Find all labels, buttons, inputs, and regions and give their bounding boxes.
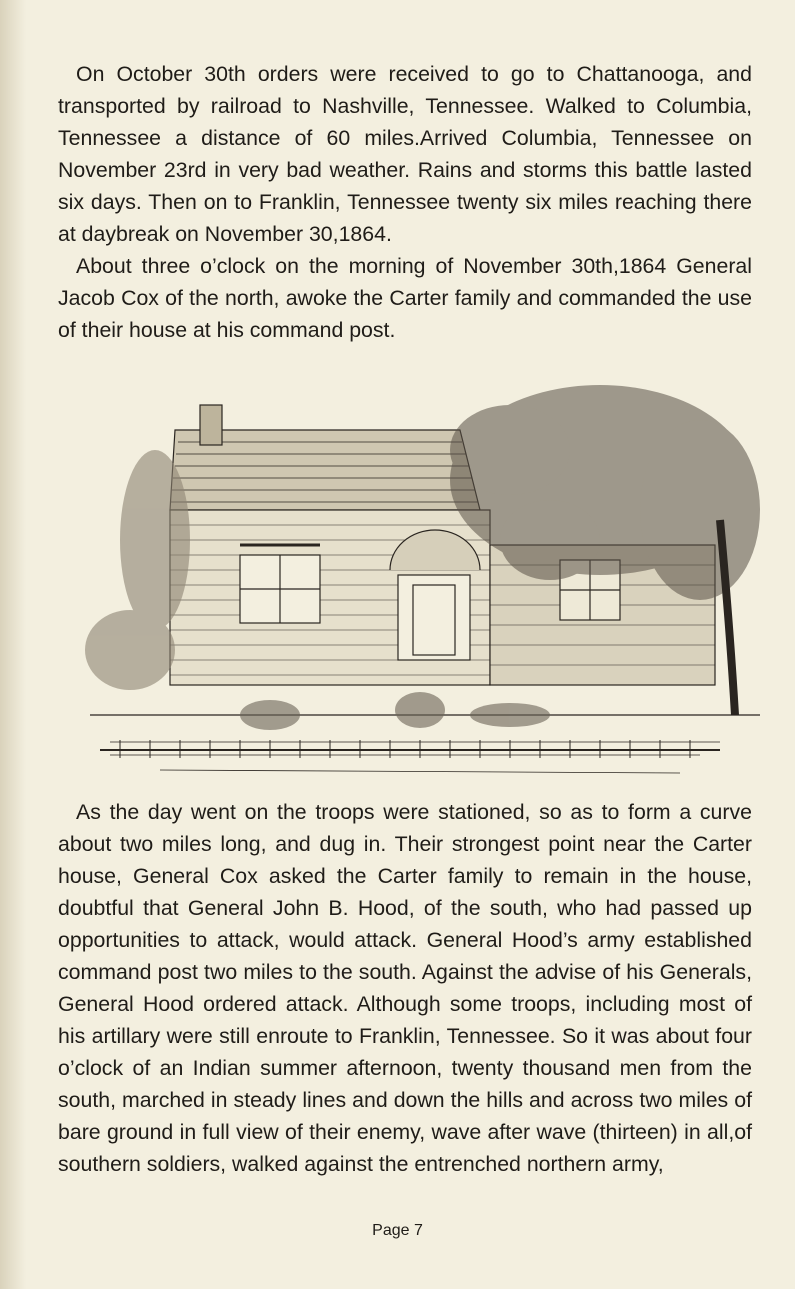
text-block-bottom: [58, 796, 752, 1180]
page-binding-shadow: [0, 0, 26, 1289]
paragraph: On October 30th orders were received to go to Chattanooga, and transported by railroad to Nashville, Tennessee. Walked to Columbia, Tennessee a distance of 60 miles.Arrived Columbia, Tennessee on November 23rd in very bad weather. Rains and storms this battle lasted six days. Then on to Franklin, Tennessee twenty six miles reaching there at daybreak on November 30,1864.: [58, 62, 752, 246]
text-block-top: [58, 58, 752, 346]
paragraph: About three o’clock on the morning of November 30th,1864 General Jacob Cox of the north, awoke the Carter family and commanded the use of their house at his command post.: [58, 254, 752, 342]
paragraph: As the day went on the troops were stationed, so as to form a curve about two miles long, and dug in. Their strongest point near the Carter house, General Cox asked the Carter family to remain in the house, doubtful that General John B. Hood, of the south, who had passed up opportunities to attack, would attack. General Hood’s army established command post two miles to the south. Against the advise of his Generals, General Hood ordered attack. Although some troops, including most of his artillary were still enroute to Franklin, Tennessee. So it was about four o’clock of an Indian summer afternoon, twenty thousand men from the south, marched in steady lines and down the hills and across two miles of bare ground in full view of their enemy, wave after wave (thirteen) in all,of southern soldiers, walked against the entrenched northern army,: [58, 800, 752, 1176]
page-number: Page 7: [372, 1222, 423, 1239]
carter-house-illustration: [80, 370, 770, 790]
